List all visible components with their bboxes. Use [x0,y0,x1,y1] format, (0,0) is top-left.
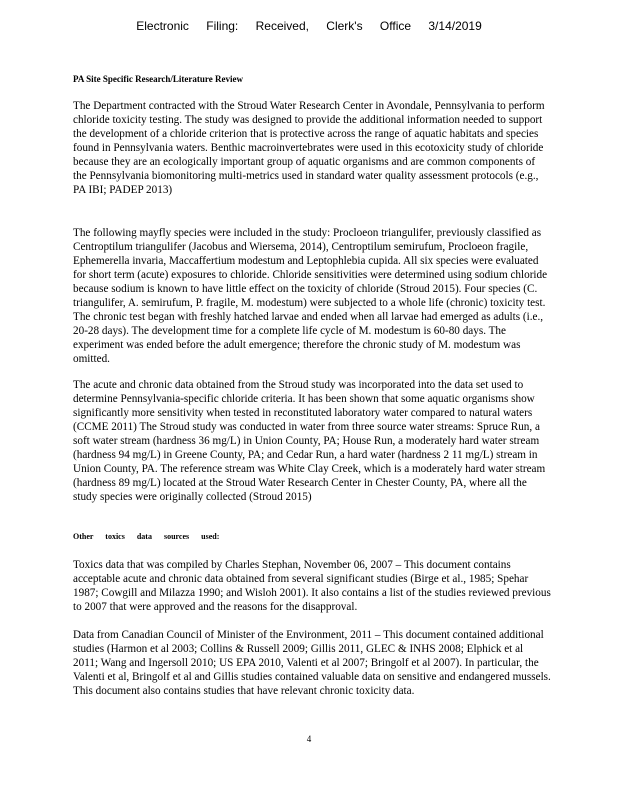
section-title: PA Site Specific Research/Literature Review [73,74,243,84]
paragraph-stephan-data [73,558,551,614]
paragraph-ccme-data [73,628,551,698]
paragraph-text: The following mayfly species were included in the study: Procloeon triangulifer, previously classified as Centroptilum triangulifer (Jacobus and Wiersema, 2014), Centroptilum semirufum, Procloeon fragile, Ephemerella invaria, Maccaffertium modestum and Leptophlebia cupida. All six species were evaluated for short term (acute) exposures to chloride. Chloride sensitivities were determined using sodium chloride because sodium is known to have little effect on the toxicity of chloride (Stroud 2015). Four species (C. triangulifer, A. semirufum, P. fragile, M. modestum) were subjected to a whole life (chronic) toxicity test. The chronic test began with freshly hatched larvae and ended when all larvae had emerged as adults (i.e., 20-28 days). The development time for a complete life cycle of M. modestum is 60-80 days. The experiment was ended before the adult emergence; therefore the chronic study of M. modestum was omitted. [73,227,548,365]
paragraph-text: The Department contracted with the Stroud Water Research Center in Avondale, Pennsylvania to perform chloride toxicity testing. The study was designed to provide the additional information needed to support the development of a chloride criterion that is protective across the range of aquatic habitats and species found in Pennsylvania waters. Benthic macroinvertebrates were used in this ecotoxicity study of chloride because they are an ecologically important group of aquatic organisms and are common components of the Pennsylvania biomonitoring multi-metrics used in standard water quality assessment protocols (e.g., PA IBI; PADEP 2013) [73,100,545,196]
paragraph-text: The acute and chronic data obtained from the Stroud study was incorporated into the data set used to determine Pennsylvania-specific chloride criteria. It has been shown that some aquatic organisms show significantly more sensitivity when tested in reconstituted laboratory water compared to natural waters (CCME 2011) The Stroud study was conducted in water from three source water streams: Spruce Run, a soft water stream (hardness 36 mg/L) in Union County, PA; House Run, a moderately hard water stream (hardness 94 mg/L) in Greene County, PA; and Cedar Run, a hard water (hardness 2 11 mg/L) stream in Union County, PA. The reference stream was White Clay Creek, which is a moderately hard water stream (hardness 89 mg/L) located at the Stroud Water Research Center in Chester County, PA, where all the study species were originally collected (Stroud 2015) [73,379,546,503]
paragraph-stroud-contract [73,99,551,197]
page-number: 4 [306,734,312,744]
paragraph-acute-chronic-data [73,378,551,504]
paragraph-text: Toxics data that was compiled by Charles Stephan, November 06, 2007 – This document contains acceptable acute and chronic data obtained from several significant studies (Birge et al., 1985; Spehar 1987; Cowgill and Milazza 1990; and Wisloh 2001). It also contains a list of the studies reviewed previous to 2007 that were approved and the reasons for the disapproval. [73,559,551,613]
other-sources-label: Other toxics data sources used: [73,532,220,541]
paragraph-text: Data from Canadian Council of Minister of the Environment, 2011 – This document contained additional studies (Harmon et al 2003; Collins & Russell 2009; Gillis 2011, GLEC & INHS 2008; Elphick et al 2011; Wang and Ingersoll 2010; US EPA 2010, Valenti et al 2007; Bringolf et al 2007). In particular, the Valenti et al, Bringolf et al and Gillis studies contained valuable data on sensitive and endangered mussels. This document also contains studies that have relevant chronic toxicity data. [73,629,551,697]
filing-header: Electronic Filing: Received, Clerk's Office 3/14/2019 [136,19,482,33]
paragraph-mayfly-species [73,226,551,366]
